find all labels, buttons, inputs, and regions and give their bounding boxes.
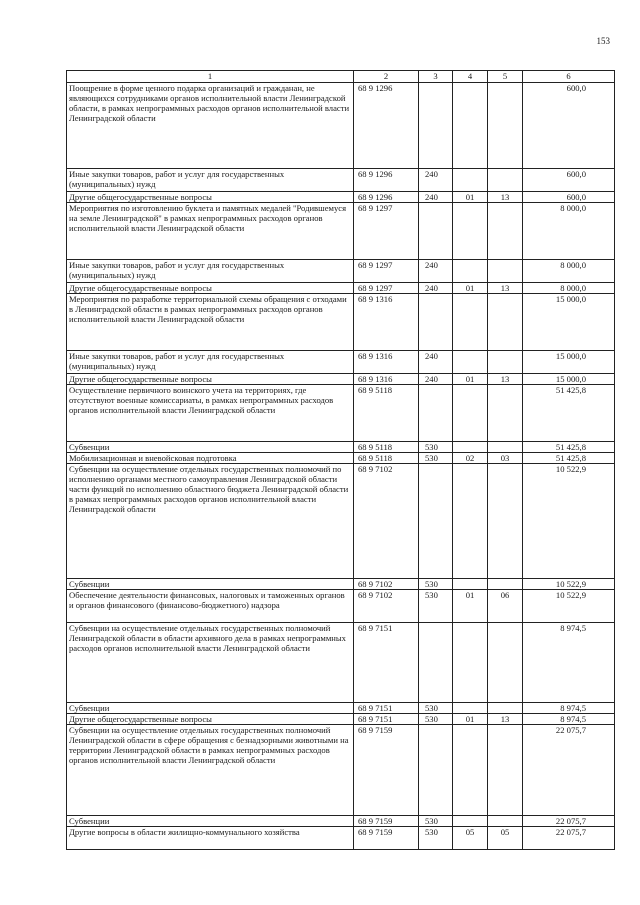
row-section: 02: [453, 453, 488, 464]
row-subsection: [488, 703, 523, 714]
row-section: [453, 203, 488, 260]
row-amount: 8 974,5: [523, 703, 615, 714]
row-name: Иные закупки товаров, работ и услуг для государственных (муниципальных) нужд: [67, 351, 354, 374]
table-row: [67, 260, 615, 283]
row-expense-type: [419, 725, 453, 816]
row-subsection: [488, 351, 523, 374]
row-amount: 22 075,7: [523, 816, 615, 827]
row-name: Субвенции: [67, 579, 354, 590]
row-amount: 15 000,0: [523, 374, 615, 385]
row-subsection: 13: [488, 283, 523, 294]
table-row: [67, 827, 615, 850]
row-expense-type: 530: [419, 590, 453, 623]
table-row: [67, 385, 615, 442]
row-amount: 8 000,0: [523, 283, 615, 294]
row-amount: 8 000,0: [523, 203, 615, 260]
row-code: 68 9 1316: [354, 374, 419, 385]
row-code: 68 9 1316: [354, 351, 419, 374]
row-amount: 10 522,9: [523, 464, 615, 579]
row-name: Мобилизационная и вневойсковая подготовка: [67, 453, 354, 464]
row-amount: 51 425,8: [523, 442, 615, 453]
row-subsection: [488, 83, 523, 169]
row-subsection: 06: [488, 590, 523, 623]
row-name: Субвенции на осуществление отдельных государственных полномочий по исполнению органами местного самоуправления Ленинградской области части функций по исполнению областного бюджета Ленинградской области в рамках непрограммных расходов органов исполнительной власти Ленинградской области: [67, 464, 354, 579]
row-subsection: 13: [488, 374, 523, 385]
row-expense-type: [419, 83, 453, 169]
table-row: [67, 623, 615, 703]
row-section: [453, 260, 488, 283]
row-name: Мероприятия по разработке территориальной схемы обращения с отходами в Ленинградской области в рамках непрограммных расходов органов исполнительной власти Ленинградской области: [67, 294, 354, 351]
row-code: 68 9 7159: [354, 816, 419, 827]
row-section: [453, 83, 488, 169]
row-amount: 15 000,0: [523, 294, 615, 351]
row-code: 68 9 7102: [354, 590, 419, 623]
row-section: 01: [453, 283, 488, 294]
row-section: [453, 816, 488, 827]
row-section: [453, 725, 488, 816]
row-subsection: 05: [488, 827, 523, 850]
row-section: [453, 623, 488, 703]
row-expense-type: 240: [419, 192, 453, 203]
row-section: [453, 442, 488, 453]
row-name: Другие общегосударственные вопросы: [67, 192, 354, 203]
table-row: [67, 192, 615, 203]
row-amount: 8 974,5: [523, 714, 615, 725]
row-name: Субвенции на осуществление отдельных государственных полномочий Ленинградской области в сфере обращения с безнадзорными животными на территории Ленинградской области в рамках непрограммных расходов органов исполнительной власти Ленинградской области: [67, 725, 354, 816]
row-amount: 51 425,8: [523, 385, 615, 442]
row-section: 01: [453, 192, 488, 203]
row-name: Субвенции на осуществление отдельных государственных полномочий Ленинградской области в области архивного дела в рамках непрограммных расходов органов исполнительной власти Ленинградской области: [67, 623, 354, 703]
row-section: 05: [453, 827, 488, 850]
table-row: [67, 351, 615, 374]
header-cell: 2: [354, 71, 419, 83]
row-section: 01: [453, 714, 488, 725]
row-code: 68 9 1296: [354, 192, 419, 203]
row-subsection: 03: [488, 453, 523, 464]
row-code: 68 9 1297: [354, 283, 419, 294]
row-amount: 51 425,8: [523, 453, 615, 464]
row-expense-type: 530: [419, 453, 453, 464]
table-row: [67, 453, 615, 464]
row-section: [453, 169, 488, 192]
table-row: [67, 714, 615, 725]
row-name: Осуществление первичного воинского учета на территориях, где отсутствуют военные комиссариаты, в рамках непрограммных расходов органов исполнительной власти Ленинградской области: [67, 385, 354, 442]
row-code: 68 9 7102: [354, 579, 419, 590]
row-amount: 10 522,9: [523, 579, 615, 590]
row-amount: 600,0: [523, 83, 615, 169]
row-code: 68 9 5118: [354, 442, 419, 453]
row-subsection: [488, 816, 523, 827]
table-row: [67, 294, 615, 351]
row-section: [453, 579, 488, 590]
header-cell: 5: [488, 71, 523, 83]
row-code: 68 9 7151: [354, 714, 419, 725]
row-subsection: 13: [488, 192, 523, 203]
header-cell: 3: [419, 71, 453, 83]
row-expense-type: 240: [419, 283, 453, 294]
row-code: 68 9 7151: [354, 623, 419, 703]
row-section: [453, 464, 488, 579]
row-expense-type: 240: [419, 260, 453, 283]
table-header-row: [67, 71, 615, 83]
row-name: Другие общегосударственные вопросы: [67, 283, 354, 294]
row-expense-type: [419, 623, 453, 703]
row-name: Субвенции: [67, 816, 354, 827]
row-amount: 22 075,7: [523, 827, 615, 850]
row-name: Другие общегосударственные вопросы: [67, 374, 354, 385]
row-name: Иные закупки товаров, работ и услуг для государственных (муниципальных) нужд: [67, 169, 354, 192]
row-expense-type: 240: [419, 374, 453, 385]
row-section: 01: [453, 590, 488, 623]
row-code: 68 9 1297: [354, 203, 419, 260]
table-row: [67, 816, 615, 827]
row-expense-type: [419, 464, 453, 579]
row-name: Иные закупки товаров, работ и услуг для государственных (муниципальных) нужд: [67, 260, 354, 283]
row-amount: 15 000,0: [523, 351, 615, 374]
table-row: [67, 464, 615, 579]
row-subsection: [488, 203, 523, 260]
table-row: [67, 203, 615, 260]
row-subsection: [488, 442, 523, 453]
row-expense-type: 530: [419, 827, 453, 850]
row-subsection: [488, 260, 523, 283]
row-amount: 8 000,0: [523, 260, 615, 283]
row-amount: 600,0: [523, 169, 615, 192]
page-number: 153: [596, 36, 610, 46]
table-row: [67, 590, 615, 623]
budget-table: [66, 70, 615, 850]
row-code: 68 9 5118: [354, 385, 419, 442]
row-subsection: [488, 294, 523, 351]
row-amount: 22 075,7: [523, 725, 615, 816]
row-subsection: [488, 464, 523, 579]
row-name: Другие общегосударственные вопросы: [67, 714, 354, 725]
row-section: [453, 385, 488, 442]
row-name: Субвенции: [67, 703, 354, 714]
row-expense-type: 530: [419, 816, 453, 827]
row-name: Поощрение в форме ценного подарка организаций и гражданан, не являющихся сотрудниками органов исполнительной власти Ленинградской области, в рамках непрограммных расходов органов исполнительной власти Ленинградской области: [67, 83, 354, 169]
row-amount: 8 974,5: [523, 623, 615, 703]
row-expense-type: [419, 385, 453, 442]
row-section: [453, 351, 488, 374]
row-subsection: [488, 725, 523, 816]
row-code: 68 9 1316: [354, 294, 419, 351]
row-section: [453, 703, 488, 714]
header-cell: 6: [523, 71, 615, 83]
row-expense-type: [419, 294, 453, 351]
table-row: [67, 169, 615, 192]
row-expense-type: [419, 203, 453, 260]
row-expense-type: 240: [419, 351, 453, 374]
row-code: 68 9 7159: [354, 725, 419, 816]
row-expense-type: 530: [419, 703, 453, 714]
row-code: 68 9 5118: [354, 453, 419, 464]
table-row: [67, 703, 615, 714]
row-subsection: [488, 579, 523, 590]
row-expense-type: 530: [419, 714, 453, 725]
header-cell: 4: [453, 71, 488, 83]
table-row: [67, 374, 615, 385]
row-name: Другие вопросы в области жилищно-коммунального хозяйства: [67, 827, 354, 850]
table-row: [67, 725, 615, 816]
row-code: 68 9 7102: [354, 464, 419, 579]
header-cell: 1: [67, 71, 354, 83]
row-subsection: [488, 385, 523, 442]
row-code: 68 9 1296: [354, 169, 419, 192]
row-expense-type: 240: [419, 169, 453, 192]
row-section: [453, 294, 488, 351]
table-row: [67, 442, 615, 453]
row-name: Мероприятия по изготовлению буклета и памятных медалей "Родившемуся на земле Ленинградской" в рамках непрограммных расходов органов исполнительной власти Ленинградской области: [67, 203, 354, 260]
table-row: [67, 579, 615, 590]
row-code: 68 9 7151: [354, 703, 419, 714]
row-section: 01: [453, 374, 488, 385]
row-name: Субвенции: [67, 442, 354, 453]
row-code: 68 9 7159: [354, 827, 419, 850]
row-subsection: 13: [488, 714, 523, 725]
row-expense-type: 530: [419, 442, 453, 453]
row-subsection: [488, 169, 523, 192]
row-code: 68 9 1297: [354, 260, 419, 283]
row-amount: 600,0: [523, 192, 615, 203]
row-expense-type: 530: [419, 579, 453, 590]
table-row: [67, 283, 615, 294]
row-amount: 10 522,9: [523, 590, 615, 623]
row-name: Обеспечение деятельности финансовых, налоговых и таможенных органов и органов финансового (финансово-бюджетного) надзора: [67, 590, 354, 623]
row-subsection: [488, 623, 523, 703]
table-row: [67, 83, 615, 169]
row-code: 68 9 1296: [354, 83, 419, 169]
